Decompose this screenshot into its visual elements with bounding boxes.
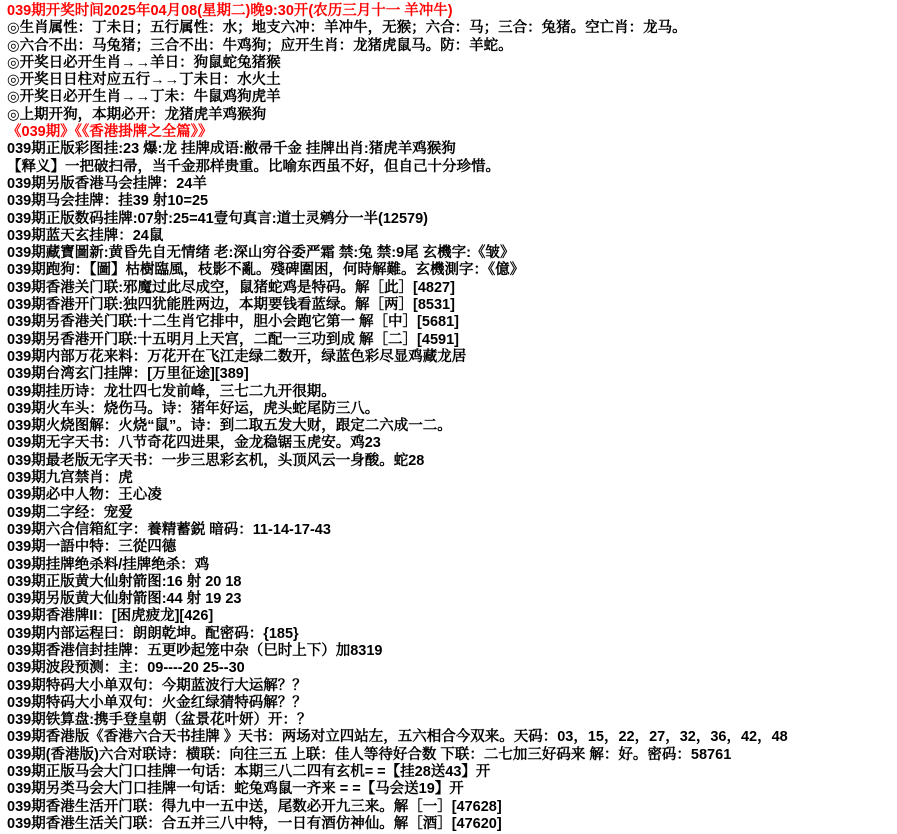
text-line: 039期正版彩图挂:23 爆:龙 挂牌成语:敝帚千金 挂牌出肖:猪虎羊鸡猴狗 bbox=[7, 141, 456, 158]
text-line: 039期(香港版)六合对联诗：横联：向往三五 上联：佳人等待好合数 下联：二七加三好码来 解：好。密码：58761 bbox=[7, 746, 732, 763]
text-line: ◎六合不出：马兔猪；三合不出：牛鸡狗；应开生肖：龙猪虎鼠马。防：羊蛇。 bbox=[7, 37, 513, 54]
text-line: 039期内部运程曰：朗朗乾坤。配密码：{185} bbox=[7, 625, 299, 642]
text-line: ◎开奖日必开生肖→→丁未：牛鼠鸡狗虎羊 bbox=[7, 89, 281, 106]
text-line: 039期另版香港马会挂牌：24羊 bbox=[7, 175, 207, 192]
text-line: 039期火车头：烧伤马。诗：猪年好运，虎头蛇尾防三八。 bbox=[7, 400, 380, 417]
text-line: 039期马会挂牌：挂39 射10=25 bbox=[7, 193, 209, 210]
text-line: 039期台湾玄门挂牌：[万里征途][389] bbox=[7, 366, 249, 383]
text-line: 039期藏寶圖新:黄昏先自无情绪 老:深山穷谷委严霜 禁:兔 禁:9尾 玄機字:《皱》 bbox=[7, 245, 515, 262]
text-line: 039期一語中特：三從四德 bbox=[7, 539, 177, 556]
text-line: 039期火烧图解：火烧“鼠”。诗：到二取五发大财，跟定二六成一二。 bbox=[7, 418, 452, 435]
text-line: 039期香港关门联:邪魔过此尽成空，鼠猪蛇鸡是特码。解［此］[4827] bbox=[7, 279, 455, 296]
text-line: 039期正版数码挂牌:07射:25=41壹句真言:道士灵鹓分一半(12579) bbox=[7, 210, 429, 227]
text-line: ◎生肖属性：丁未日；五行属性：水；地支六冲：羊冲牛，无猴；六合：马；三合：兔猪。空亡肖：龙马。 bbox=[7, 20, 687, 37]
text-line: 039期二字经：宠爱 bbox=[7, 504, 133, 521]
text-line: 039期挂历诗：龙壮四七发前峰，三七二九开很期。 bbox=[7, 383, 336, 400]
text-line: 039期香港信封挂牌：五更吵起笼中杂（巳时上下）加8319 bbox=[7, 642, 383, 659]
text-line: 039期蓝天玄挂牌：24鼠 bbox=[7, 227, 164, 244]
text-line: 039期无字天书：八节奇花四进果，金龙稳锯玉虎安。鸡23 bbox=[7, 435, 381, 452]
text-line: 039期六合信箱紅字：養精蓄鋭 暗码：11-14-17-43 bbox=[7, 521, 331, 538]
text-line: 039期必中人物：王心凌 bbox=[7, 487, 162, 504]
text-line: 039期波段预测：主：09----20 25--30 bbox=[7, 660, 245, 677]
text-line: 039期另香港关门联:十二生肖它排中，胆小会跑它第一 解［中］[5681] bbox=[7, 314, 459, 331]
text-line: 039期另版黄大仙射箭图:44 射 19 23 bbox=[7, 591, 242, 608]
text-line: 039期特码大小单双句：火金红绿猜特码解？？ bbox=[7, 694, 307, 711]
text-line: 039期最老版无字天书：一步三思彩玄机，头顶风云一身酸。蛇28 bbox=[7, 452, 425, 469]
text-line: 039期跑狗：【圖】枯樹臨風，枝影不亂。殘碑圍困，何時解難。玄機測字：《億》 bbox=[7, 262, 525, 279]
text-line: ◎开奖日必开生肖→→羊日：狗鼠蛇兔猪猴 bbox=[7, 54, 281, 71]
lottery-text-document bbox=[7, 3, 893, 833]
text-line: 039期挂牌绝杀料/挂牌绝杀：鸡 bbox=[7, 556, 210, 573]
text-line: 【释义】一把破扫帚，当千金那样贵重。比喻东西虽不好，但自己十分珍惜。 bbox=[7, 158, 500, 175]
text-line: 039期铁算盘:携手登皇朝（盆景花叶妍）开：？ bbox=[7, 712, 312, 729]
text-line: 039期正版马会大门口挂牌一句话：本期三八二四有玄机= =【挂28送43】开 bbox=[7, 764, 491, 781]
text-line: 039期内部万花来料：万花开在飞江走绿二数开，绿蓝色彩尽显鸡藏龙居 bbox=[7, 348, 467, 365]
highlight-text-line: 《039期》《《香港掛牌之全篇》》 bbox=[7, 124, 213, 141]
text-line: 039期香港版《香港六合天书挂牌 》天书：两场对立四站左，五六相合今双来。天码：03，15，22，27，32，36，42，48 bbox=[7, 729, 788, 746]
text-line: 039期另香港开门联:十五明月上天宫，二配一三功到成 解［二］[4591] bbox=[7, 331, 459, 348]
text-line: 039期正版黄大仙射箭图:16 射 20 18 bbox=[7, 573, 242, 590]
text-line: 039期特码大小单双句：今期蓝波行大运解？？ bbox=[7, 677, 307, 694]
text-line: 039期香港生活开门联：得九中一五中送，尾数必开九三来。解［一］[47628] bbox=[7, 798, 502, 815]
text-line: ◎上期开狗，本期必开：龙猪虎羊鸡猴狗 bbox=[7, 106, 267, 123]
text-line: 039期九宫禁肖：虎 bbox=[7, 470, 133, 487]
highlight-text-line: 039期开奖时间2025年04月08(星期二)晚9:30开(农历三月十一 羊冲牛) bbox=[7, 3, 453, 19]
text-line: ◎开奖日日柱对应五行→→丁未日：水火土 bbox=[7, 72, 281, 89]
text-line: 039期香港生活关门联：合五并三八中特，一日有酒仿神仙。解［酒］[47620] bbox=[7, 815, 502, 832]
text-line: 039期香港开门联:独四犹能胜两边，本期要钱看蓝绿。解［两］[8531] bbox=[7, 297, 455, 314]
text-line: 039期另类马会大门口挂牌一句话：蛇兔鸡鼠一齐来 = =【马会送19】开 bbox=[7, 781, 464, 798]
text-line: 039期香港牌II：[困虎疲龙][426] bbox=[7, 608, 214, 625]
